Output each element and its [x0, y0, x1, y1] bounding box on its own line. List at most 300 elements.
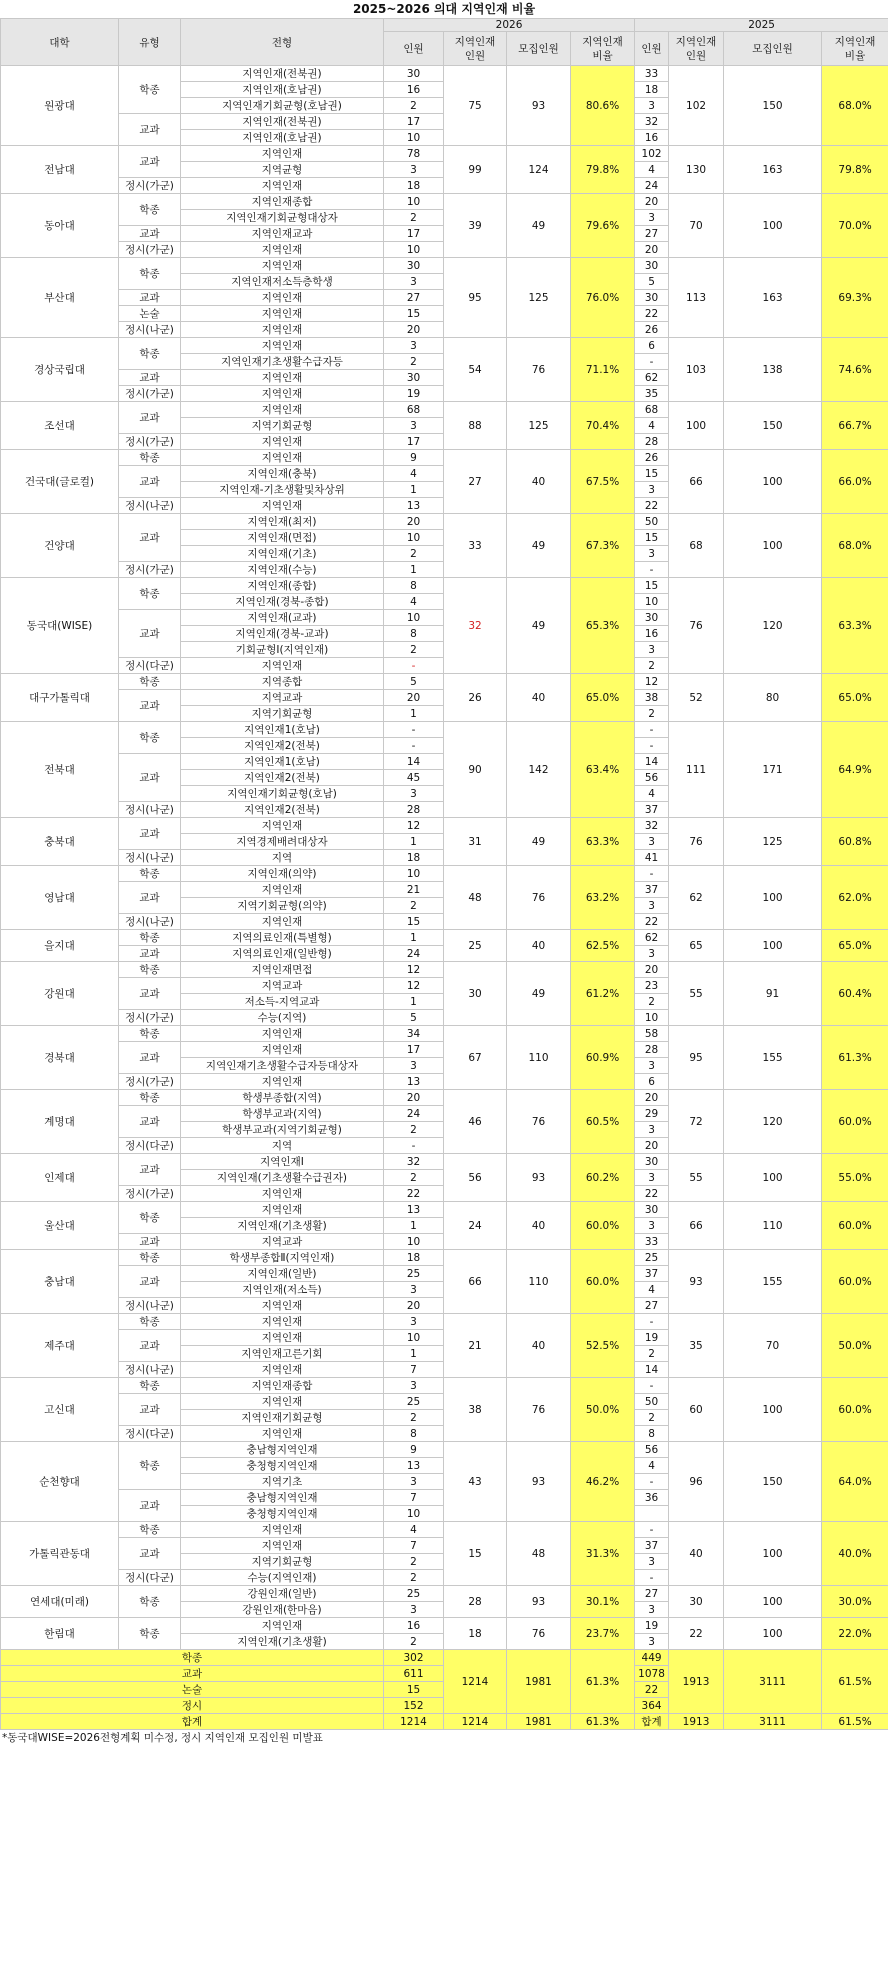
track-cell: 지역인재	[181, 1202, 384, 1218]
type-cell: 정시(가군)	[119, 178, 181, 194]
local-2025-cell: 30	[669, 1586, 724, 1618]
total-quota-2025: 364	[635, 1698, 669, 1714]
track-cell: 수능(지역인재)	[181, 1570, 384, 1586]
quota-2026-cell: 1	[384, 562, 444, 578]
local-2026-cell: 90	[444, 722, 507, 818]
track-cell: 지역인재	[181, 1042, 384, 1058]
track-cell: 지역인재(교과)	[181, 610, 384, 626]
recruit-2026-cell: 93	[507, 1442, 571, 1522]
track-cell: 지역인재	[181, 1362, 384, 1378]
type-cell: 정시(가군)	[119, 1074, 181, 1090]
track-cell: 지역인재	[181, 450, 384, 466]
type-cell: 정시(나군)	[119, 322, 181, 338]
quota-2026-cell: 25	[384, 1394, 444, 1410]
table-row	[1, 578, 888, 594]
quota-2026-cell: 15	[384, 914, 444, 930]
ratio-2025-cell: 60.0%	[822, 1090, 888, 1154]
univ-name: 연세대(미래)	[1, 1586, 119, 1618]
quota-2026-cell: 3	[384, 1378, 444, 1394]
quota-2026-cell: 1	[384, 706, 444, 722]
quota-2026-cell: 16	[384, 1618, 444, 1634]
recruit-2026-cell: 76	[507, 866, 571, 930]
table-row	[1, 146, 888, 162]
table-row	[1, 818, 888, 834]
quota-2026-cell: 34	[384, 1026, 444, 1042]
quota-2025-cell: -	[635, 1378, 669, 1394]
quota-2025-cell: 2	[635, 994, 669, 1010]
univ-name: 부산대	[1, 258, 119, 338]
univ-name: 조선대	[1, 402, 119, 450]
ratio-2026-cell: 50.0%	[571, 1378, 635, 1442]
header-local-2025: 지역인재 인원	[669, 32, 724, 66]
univ-name: 충남대	[1, 1250, 119, 1314]
quota-2026-cell: 18	[384, 1250, 444, 1266]
quota-2026-cell: 15	[384, 306, 444, 322]
type-cell: 교과	[119, 1234, 181, 1250]
local-2025-cell: 76	[669, 578, 724, 674]
header-track: 전형	[181, 19, 384, 66]
quota-2025-cell	[635, 1506, 669, 1522]
track-cell: 지역인재(종합)	[181, 578, 384, 594]
quota-2025-cell: 37	[635, 1538, 669, 1554]
type-cell: 정시(다군)	[119, 1570, 181, 1586]
track-cell: 지역인재	[181, 386, 384, 402]
local-2025-cell: 60	[669, 1378, 724, 1442]
type-cell: 학종	[119, 1202, 181, 1234]
local-2025-cell: 102	[669, 66, 724, 146]
track-cell: 저소득-지역교과	[181, 994, 384, 1010]
quota-2025-cell: 18	[635, 82, 669, 98]
header-ratio-2025: 지역인재 비율	[822, 32, 888, 66]
recruit-2025-cell: 171	[724, 722, 822, 818]
type-cell: 정시(나군)	[119, 850, 181, 866]
table-row	[1, 402, 888, 418]
quota-2026-cell: 7	[384, 1538, 444, 1554]
quota-2025-cell: 3	[635, 898, 669, 914]
quota-2026-cell: 24	[384, 1106, 444, 1122]
table-row	[1, 514, 888, 530]
local-2025-cell: 52	[669, 674, 724, 722]
local-2025-cell: 62	[669, 866, 724, 930]
track-cell: 지역인재(기초생활수급권자)	[181, 1170, 384, 1186]
recruit-2026-cell: 49	[507, 962, 571, 1026]
quota-2026-cell: 3	[384, 338, 444, 354]
track-cell: 지역인재	[181, 338, 384, 354]
local-2025-cell: 35	[669, 1314, 724, 1378]
local-2025-cell: 103	[669, 338, 724, 402]
quota-2025-cell: 3	[635, 1554, 669, 1570]
quota-2025-cell: 8	[635, 1426, 669, 1442]
recruit-2025-cell: 155	[724, 1026, 822, 1090]
type-cell: 교과	[119, 514, 181, 562]
quota-2026-cell: 2	[384, 1410, 444, 1426]
quota-2026-cell: 25	[384, 1266, 444, 1282]
quota-2026-cell: 1	[384, 1346, 444, 1362]
local-2026-cell: 15	[444, 1522, 507, 1586]
quota-2025-cell: 27	[635, 1298, 669, 1314]
quota-2026-cell: 21	[384, 882, 444, 898]
ratio-2025-cell: 79.8%	[822, 146, 888, 194]
quota-2025-cell: 2	[635, 1410, 669, 1426]
local-2025-cell: 66	[669, 1202, 724, 1250]
type-cell: 교과	[119, 402, 181, 434]
recruit-2025-cell: 91	[724, 962, 822, 1026]
recruit-2026-cell: 93	[507, 1586, 571, 1618]
quota-2025-cell: 62	[635, 930, 669, 946]
type-cell: 학종	[119, 66, 181, 114]
quota-2026-cell: 12	[384, 978, 444, 994]
track-cell: 지역인재2(전북)	[181, 738, 384, 754]
type-cell: 학종	[119, 450, 181, 466]
track-cell: 지역인재	[181, 1522, 384, 1538]
track-cell: 지역인재	[181, 1026, 384, 1042]
recruit-2025-cell: 100	[724, 450, 822, 514]
table-row	[1, 1026, 888, 1042]
quota-2026-cell: 13	[384, 498, 444, 514]
local-2026-cell: 31	[444, 818, 507, 866]
track-cell: 지역인재2(전북)	[181, 802, 384, 818]
quota-2025-cell: 36	[635, 1490, 669, 1506]
track-cell: 강원인재(일반)	[181, 1586, 384, 1602]
track-cell: 지역인재	[181, 242, 384, 258]
track-cell: 지역인재종합	[181, 1378, 384, 1394]
ratio-2026-cell: 70.4%	[571, 402, 635, 450]
recruit-2026-cell: 76	[507, 1090, 571, 1154]
quota-2026-cell: 2	[384, 98, 444, 114]
quota-2025-cell: 22	[635, 914, 669, 930]
table-row	[1, 450, 888, 466]
track-cell: 지역인재Ⅰ	[181, 1154, 384, 1170]
track-cell: 지역교과	[181, 1234, 384, 1250]
ratio-2026-cell: 63.3%	[571, 818, 635, 866]
univ-name: 전남대	[1, 146, 119, 194]
total-quota-2025: 22	[635, 1682, 669, 1698]
quota-2025-cell: 22	[635, 498, 669, 514]
quota-2026-cell: 17	[384, 114, 444, 130]
recruit-2026-cell: 76	[507, 1618, 571, 1650]
track-cell: 지역인재	[181, 882, 384, 898]
recruit-2026-cell: 49	[507, 514, 571, 578]
quota-2026-cell: 3	[384, 1602, 444, 1618]
track-cell: 기회균형Ⅰ(지역인재)	[181, 642, 384, 658]
track-cell: 지역인재	[181, 1074, 384, 1090]
track-cell: 지역기회균형	[181, 418, 384, 434]
quota-2025-cell: 20	[635, 194, 669, 210]
type-cell: 교과	[119, 1266, 181, 1298]
table-row	[1, 258, 888, 274]
quota-2025-cell: 4	[635, 786, 669, 802]
recruit-2025-cell: 163	[724, 258, 822, 338]
quota-2026-cell: 12	[384, 962, 444, 978]
quota-2025-cell: 6	[635, 1074, 669, 1090]
track-cell: 지역인재(저소득)	[181, 1282, 384, 1298]
track-cell: 지역의료인재(일반형)	[181, 946, 384, 962]
local-2026-cell: 95	[444, 258, 507, 338]
recruit-2025-cell: 100	[724, 1378, 822, 1442]
quota-2026-cell: 2	[384, 1170, 444, 1186]
quota-2025-cell: 33	[635, 66, 669, 82]
total-label: 논술	[1, 1682, 384, 1698]
type-cell: 교과	[119, 1330, 181, 1362]
quota-2025-cell: 2	[635, 1346, 669, 1362]
local-2025-cell: 96	[669, 1442, 724, 1522]
quota-2025-cell: 16	[635, 626, 669, 642]
track-cell: 학생부종합Ⅱ(지역인재)	[181, 1250, 384, 1266]
local-2025-cell: 22	[669, 1618, 724, 1650]
univ-name: 을지대	[1, 930, 119, 962]
type-cell: 학종	[119, 258, 181, 290]
header-recruit-2025: 모집인원	[724, 32, 822, 66]
table-row	[1, 1586, 888, 1602]
track-cell: 지역인재기회균형(호남권)	[181, 98, 384, 114]
quota-2025-cell: -	[635, 354, 669, 370]
quota-2025-cell: 20	[635, 1138, 669, 1154]
quota-2025-cell: 32	[635, 114, 669, 130]
quota-2025-cell: 33	[635, 1234, 669, 1250]
quota-2025-cell: 15	[635, 530, 669, 546]
recruit-2025-cell: 100	[724, 866, 822, 930]
track-cell: 지역인재(호남권)	[181, 130, 384, 146]
total-quota-2026: 152	[384, 1698, 444, 1714]
local-2025-cell: 93	[669, 1250, 724, 1314]
quota-2025-cell: 3	[635, 210, 669, 226]
quota-2025-cell: 3	[635, 546, 669, 562]
quota-2025-cell: 20	[635, 962, 669, 978]
univ-name: 경상국립대	[1, 338, 119, 402]
track-cell: 지역인재	[181, 290, 384, 306]
track-cell: 지역인재	[181, 914, 384, 930]
ratio-2025-cell: 64.0%	[822, 1442, 888, 1522]
univ-name: 원광대	[1, 66, 119, 146]
quota-2025-cell: 22	[635, 1186, 669, 1202]
recruit-2025-cell: 100	[724, 514, 822, 578]
local-2026-cell: 21	[444, 1314, 507, 1378]
track-cell: 지역인재면접	[181, 962, 384, 978]
track-cell: 지역인재(경북-종합)	[181, 594, 384, 610]
quota-2025-cell: 5	[635, 274, 669, 290]
recruit-2025-cell: 120	[724, 578, 822, 674]
quota-2026-cell: 27	[384, 290, 444, 306]
ratio-2026-cell: 60.5%	[571, 1090, 635, 1154]
quota-2026-cell: 32	[384, 1154, 444, 1170]
univ-name: 제주대	[1, 1314, 119, 1378]
quota-2026-cell: 2	[384, 1122, 444, 1138]
track-cell: 지역인재	[181, 1330, 384, 1346]
table-row	[1, 66, 888, 82]
quota-2026-cell: 13	[384, 1202, 444, 1218]
ratio-2025-cell: 70.0%	[822, 194, 888, 258]
track-cell: 충청형지역인재	[181, 1458, 384, 1474]
track-cell: 지역인재(최저)	[181, 514, 384, 530]
quota-2026-cell: 8	[384, 626, 444, 642]
track-cell: 지역인재(전북권)	[181, 66, 384, 82]
local-2025-cell: 100	[669, 402, 724, 450]
ratio-2025-cell: 60.0%	[822, 1250, 888, 1314]
quota-2026-cell: 10	[384, 130, 444, 146]
ratio-2026-cell: 60.0%	[571, 1202, 635, 1250]
ratio-2026-cell: 61.2%	[571, 962, 635, 1026]
type-cell: 교과	[119, 290, 181, 306]
recruit-2025-cell: 155	[724, 1250, 822, 1314]
track-cell: 지역기초	[181, 1474, 384, 1490]
recruit-2026-cell: 93	[507, 1154, 571, 1202]
ratio-2026-cell: 52.5%	[571, 1314, 635, 1378]
quota-2026-cell: 2	[384, 1570, 444, 1586]
recruit-2026-cell: 93	[507, 66, 571, 146]
track-cell: 지역인재기회균형	[181, 1410, 384, 1426]
quota-2025-cell: 62	[635, 370, 669, 386]
track-cell: 강원인재(한마음)	[181, 1602, 384, 1618]
quota-2026-cell: 3	[384, 1474, 444, 1490]
local-2026-cell: 33	[444, 514, 507, 578]
table-row	[1, 1522, 888, 1538]
quota-2025-cell: 3	[635, 98, 669, 114]
recruit-2026-cell: 110	[507, 1026, 571, 1090]
type-cell: 교과	[119, 1154, 181, 1186]
type-cell: 정시(가군)	[119, 562, 181, 578]
track-cell: 지역인재	[181, 818, 384, 834]
local-2025-cell: 55	[669, 962, 724, 1026]
quota-2026-cell: 9	[384, 450, 444, 466]
local-2026-cell: 38	[444, 1378, 507, 1442]
ratio-2025-cell: 66.0%	[822, 450, 888, 514]
local-2025-cell: 113	[669, 258, 724, 338]
quota-2025-cell: 2	[635, 706, 669, 722]
quota-2025-cell: 20	[635, 242, 669, 258]
type-cell: 학종	[119, 866, 181, 882]
ratio-2026-cell: 76.0%	[571, 258, 635, 338]
recruit-2026-cell: 49	[507, 194, 571, 258]
track-cell: 지역인재저소득층학생	[181, 274, 384, 290]
quota-2025-cell: 26	[635, 322, 669, 338]
quota-2026-cell: 2	[384, 898, 444, 914]
total-local-2025: 1913	[669, 1650, 724, 1714]
total-quota-2025: 449	[635, 1650, 669, 1666]
track-cell: 수능(지역)	[181, 1010, 384, 1026]
track-cell: 지역인재	[181, 306, 384, 322]
univ-name: 충북대	[1, 818, 119, 866]
local-2025-cell: 65	[669, 930, 724, 962]
table-row	[1, 1202, 888, 1218]
local-2026-cell: 25	[444, 930, 507, 962]
ratio-2026-cell: 31.3%	[571, 1522, 635, 1586]
quota-2025-cell: 2	[635, 658, 669, 674]
recruit-2025-cell: 100	[724, 194, 822, 258]
ratio-2026-cell: 23.7%	[571, 1618, 635, 1650]
track-cell: 지역인재종합	[181, 194, 384, 210]
quota-2026-cell: 10	[384, 866, 444, 882]
total-quota-2026: 15	[384, 1682, 444, 1698]
quota-2025-cell: 37	[635, 1266, 669, 1282]
quota-2025-cell: 14	[635, 1362, 669, 1378]
table-row	[1, 1442, 888, 1458]
table-row	[1, 722, 888, 738]
ratio-2025-cell: 55.0%	[822, 1154, 888, 1202]
recruit-2026-cell: 40	[507, 1202, 571, 1250]
track-cell: 지역인재	[181, 1314, 384, 1330]
quota-2026-cell: 2	[384, 354, 444, 370]
recruit-2025-cell: 120	[724, 1090, 822, 1154]
recruit-2025-cell: 138	[724, 338, 822, 402]
type-cell: 학종	[119, 1522, 181, 1538]
quota-2025-cell: 3	[635, 642, 669, 658]
type-cell: 학종	[119, 1618, 181, 1650]
quota-2025-cell: -	[635, 866, 669, 882]
track-cell: 지역	[181, 1138, 384, 1154]
local-2026-cell: 48	[444, 866, 507, 930]
track-cell: 지역인재	[181, 1186, 384, 1202]
local-2026-cell: 67	[444, 1026, 507, 1090]
quota-2026-cell: 3	[384, 1058, 444, 1074]
quota-2025-cell: 3	[635, 1218, 669, 1234]
univ-name: 건양대	[1, 514, 119, 578]
recruit-2025-cell: 100	[724, 1586, 822, 1618]
track-cell: 지역기회균형(의약)	[181, 898, 384, 914]
ratio-2025-cell: 64.9%	[822, 722, 888, 818]
quota-2026-cell: 18	[384, 178, 444, 194]
track-cell: 지역인재	[181, 1618, 384, 1634]
type-cell: 정시(가군)	[119, 1010, 181, 1026]
quota-2025-cell: 30	[635, 610, 669, 626]
quota-2025-cell: -	[635, 562, 669, 578]
footnote: *동국대WISE=2026전형계획 미수정, 정시 지역인재 모집인원 미발표	[2, 1732, 323, 1744]
type-cell: 교과	[119, 226, 181, 242]
quota-2025-cell: 3	[635, 1122, 669, 1138]
track-cell: 지역인재	[181, 402, 384, 418]
univ-name: 동국대(WISE)	[1, 578, 119, 674]
quota-2025-cell: -	[635, 1522, 669, 1538]
table-row	[1, 1250, 888, 1266]
track-cell: 지역인재(기초생활)	[181, 1634, 384, 1650]
header-recruit-2026: 모집인원	[507, 32, 571, 66]
quota-2025-cell: 22	[635, 306, 669, 322]
type-cell: 학종	[119, 1090, 181, 1106]
table-row	[1, 194, 888, 210]
track-cell: 지역인재	[181, 258, 384, 274]
track-cell: 지역인재	[181, 146, 384, 162]
type-cell: 교과	[119, 1538, 181, 1570]
univ-name: 고신대	[1, 1378, 119, 1442]
local-2025-cell: 66	[669, 450, 724, 514]
local-2026-cell: 18	[444, 1618, 507, 1650]
local-2025-cell: 76	[669, 818, 724, 866]
recruit-2025-cell: 80	[724, 674, 822, 722]
track-cell: 학생부종합(지역)	[181, 1090, 384, 1106]
recruit-2026-cell: 125	[507, 258, 571, 338]
quota-2026-cell: 12	[384, 818, 444, 834]
univ-name: 울산대	[1, 1202, 119, 1250]
table-row	[1, 1314, 888, 1330]
quota-2025-cell: 30	[635, 1154, 669, 1170]
local-2026-cell: 24	[444, 1202, 507, 1250]
quota-2026-cell: 1	[384, 1218, 444, 1234]
recruit-2026-cell: 49	[507, 578, 571, 674]
quota-2025-cell: 29	[635, 1106, 669, 1122]
type-cell: 학종	[119, 338, 181, 370]
track-cell: 지역	[181, 850, 384, 866]
track-cell: 지역기회균형	[181, 1554, 384, 1570]
local-2026-cell: 27	[444, 450, 507, 514]
quota-2026-cell: 20	[384, 1090, 444, 1106]
univ-name: 전북대	[1, 722, 119, 818]
local-2026-cell: 43	[444, 1442, 507, 1522]
track-cell: 지역경제배려대상자	[181, 834, 384, 850]
track-cell: 지역교과	[181, 690, 384, 706]
ratio-2026-cell: 63.2%	[571, 866, 635, 930]
quota-2026-cell: 3	[384, 418, 444, 434]
track-cell: 지역인재1(호남)	[181, 754, 384, 770]
track-cell: 지역인재	[181, 370, 384, 386]
